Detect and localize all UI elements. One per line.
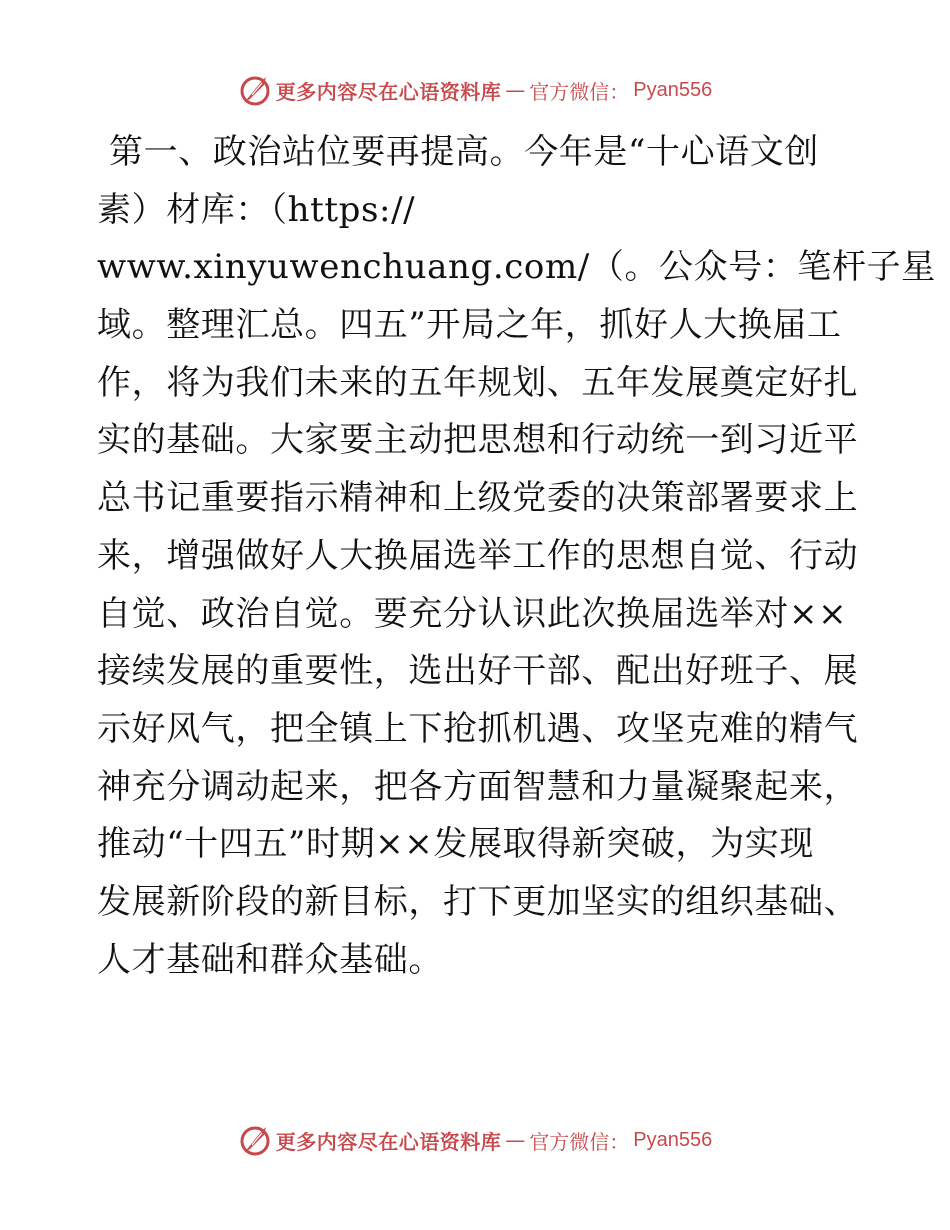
- body-line: 素）材库：（https://: [97, 189, 416, 230]
- body-line: 总书记重要指示精神和上级党委的决策部署要求上: [97, 478, 859, 519]
- body-line: 发展新阶段的新目标，打下更加坚实的组织基础、: [97, 881, 859, 922]
- document-body: [97, 124, 936, 989]
- header-separator: —: [505, 78, 526, 102]
- body-line: 第一、政治站位要再提高。今年是“十心语文创: [109, 132, 819, 172]
- body-line: 神充分调动起来，把各方面智慧和力量凝聚起来，: [97, 766, 859, 807]
- quill-pen-logo-icon: [238, 73, 272, 107]
- body-line: 作，将为我们未来的五年规划、五年发展奠定好扎: [97, 362, 859, 403]
- footer-separator: —: [505, 1128, 526, 1152]
- header-contact-label: 官方微信：: [529, 79, 630, 104]
- body-line: 来，增强做好人大换届选举工作的思想自觉、行动: [97, 535, 859, 576]
- footer-banner: [0, 1120, 950, 1160]
- quill-pen-logo-icon: [238, 1123, 272, 1157]
- body-line: 自觉、政治自觉。要充分认识此次换届选举对××: [97, 593, 848, 634]
- footer-contact-label: 官方微信：: [529, 1129, 630, 1154]
- body-line: 域。整理汇总。四五”开局之年，抓好人大换届工: [97, 305, 842, 346]
- body-line: www.xinyuwenchuang.com/（。公众号：笔杆子星: [97, 247, 936, 288]
- body-line: 示好风气，把全镇上下抢抓机遇、攻坚克难的精气: [97, 708, 859, 749]
- body-line: 人才基础和群众基础。: [97, 939, 443, 980]
- body-line: 实的基础。大家要主动把思想和行动统一到习近平: [97, 420, 859, 461]
- header-site-name: 更多内容尽在心语资料库: [275, 79, 502, 104]
- body-line: 接续发展的重要性，选出好干部、配出好班子、展: [97, 651, 859, 692]
- footer-site-name: 更多内容尽在心语资料库: [275, 1129, 502, 1154]
- header-contact-id: Pyan556: [633, 78, 713, 101]
- body-line: 推动“十四五”时期××发展取得新突破，为实现: [97, 824, 814, 865]
- header-banner: [0, 70, 950, 110]
- footer-contact-id: Pyan556: [633, 1128, 713, 1151]
